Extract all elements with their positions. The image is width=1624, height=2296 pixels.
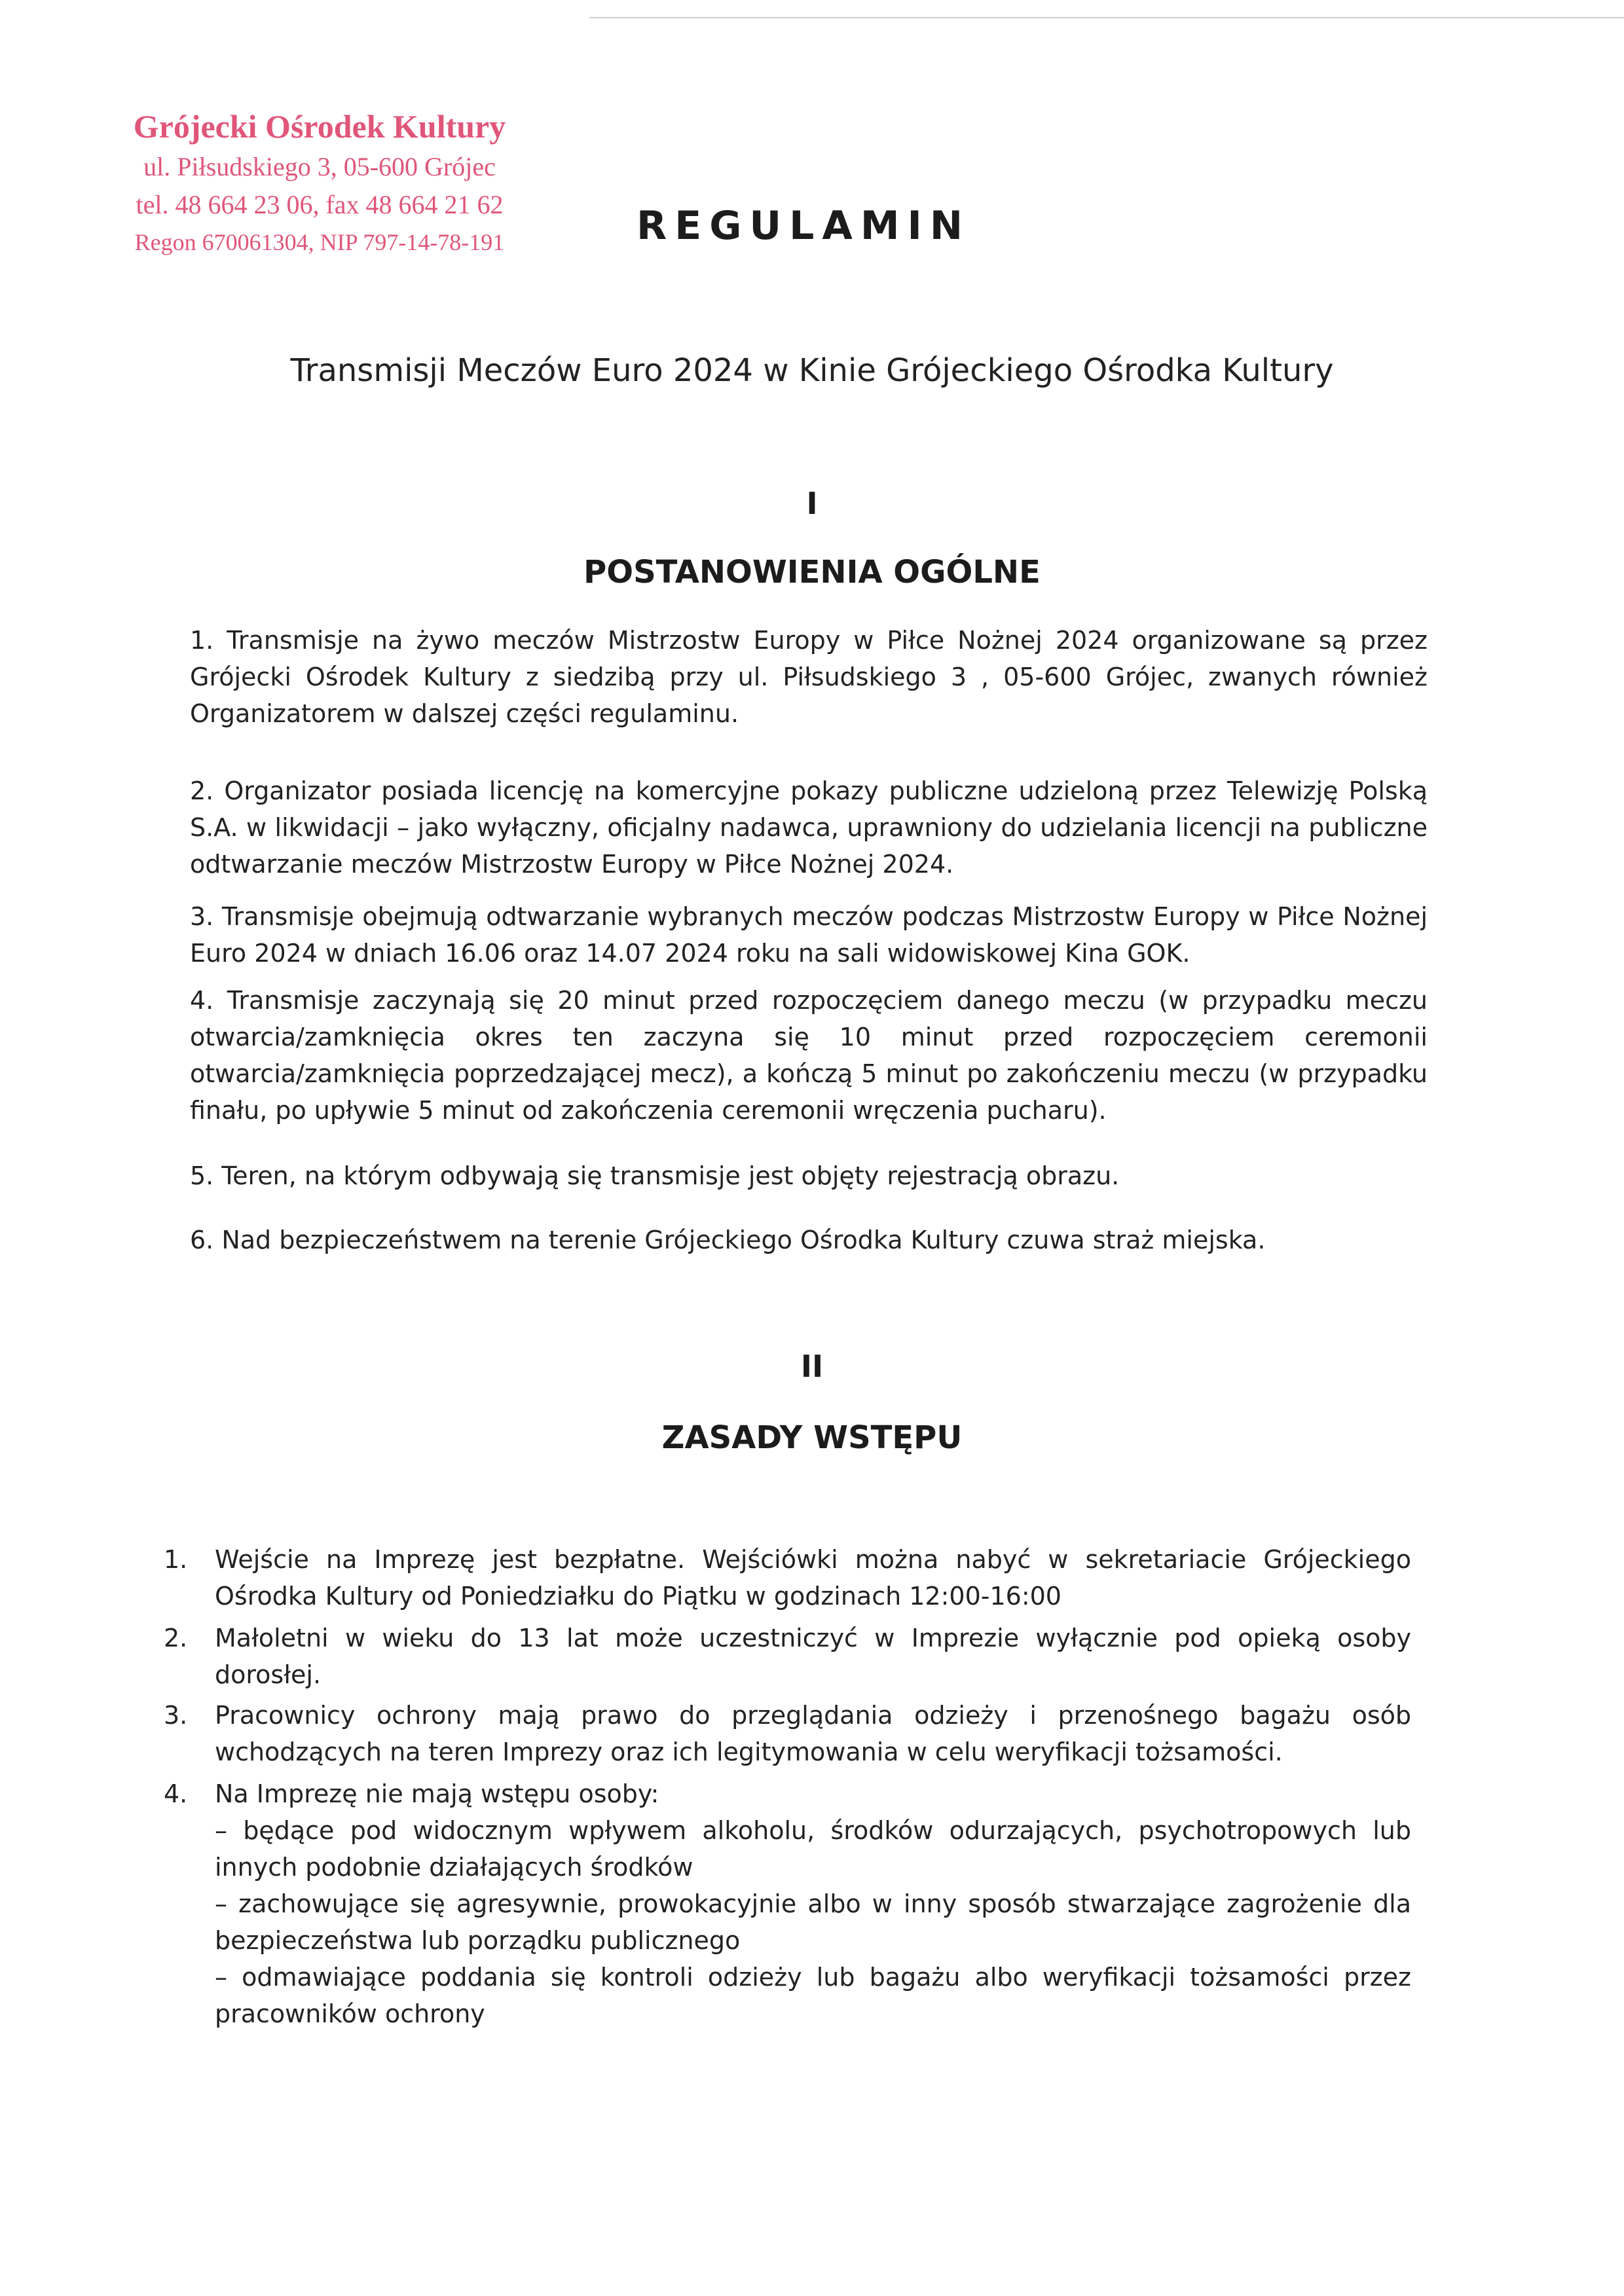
list-item-number: 1. bbox=[164, 1545, 188, 1574]
list-item-number: 3. bbox=[164, 1701, 188, 1730]
list-subitem: – będące pod widocznym wpływem alkoholu, środków odurzających, psychotropowych lub innych podobnie działających środków bbox=[215, 1816, 1411, 1882]
organization-stamp bbox=[97, 105, 542, 261]
document-subtitle: Transmisji Meczów Euro 2024 w Kinie Grójeckiego Ośrodka Kultury bbox=[290, 352, 1334, 389]
section-1-paragraph: 3. Transmisje obejmują odtwarzanie wybranych meczów podczas Mistrzostw Europy w Piłce Nożnej Euro 2024 w dniach 16.06 oraz 14.07 2024 roku na sali widowiskowej Kina GOK. bbox=[190, 902, 1428, 968]
list-item-text: Wejście na Imprezę jest bezpłatne. Wejściówki można nabyć w sekretariacie Grójeckiego Ośrodka Kultury od Poniedziałku do Piątku w godzinach 12:00-16:00 bbox=[215, 1545, 1411, 1611]
list-item-text: Pracownicy ochrony mają prawo do przeglądania odzieży i przenośnego bagażu osób wchodzących na teren Imprezy oraz ich legitymowania w celu weryfikacji tożsamości. bbox=[215, 1701, 1411, 1766]
list-subitem: – zachowujące się agresywnie, prowokacyjnie albo w inny sposób stwarzające zagrożenie dla bezpieczeństwa lub porządku publicznego bbox=[215, 1889, 1411, 1955]
section-1-paragraph: 6. Nad bezpieczeństwem na terenie Grójeckiego Ośrodka Kultury czuwa straż miejska. bbox=[190, 1226, 1266, 1254]
list-item bbox=[164, 1776, 1411, 2032]
list-item bbox=[164, 1620, 1411, 1693]
stamp-address: ul. Piłsudskiego 3, 05-600 Grójec bbox=[143, 152, 496, 181]
list-item-lead: Na Imprezę nie mają wstępu osoby: bbox=[215, 1779, 659, 1808]
section-1-heading: POSTANOWIENIA OGÓLNE bbox=[583, 554, 1041, 591]
list-subitem: – odmawiające poddania się kontroli odzieży lub bagażu albo weryfikacji tożsamości przez pracowników ochrony bbox=[215, 1963, 1411, 2028]
list-item-number: 2. bbox=[164, 1624, 188, 1652]
section-1-paragraph: 4. Transmisje zaczynają się 20 minut przed rozpoczęciem danego meczu (w przypadku meczu otwarcia/zamknięcia okres ten zaczyna się 10 minut przed rozpoczęciem ceremonii otwarcia/zamknięcia poprzedzającej mecz), a kończą 5 minut po zakończeniu meczu (w przypadku finału, po upływie 5 minut od zakończenia ceremonii wręczenia pucharu). bbox=[190, 986, 1428, 1125]
stamp-org-name: Grójecki Ośrodek Kultury bbox=[133, 108, 506, 145]
list-item-text: Małoletni w wieku do 13 lat może uczestniczyć w Imprezie wyłącznie pod opieką osoby dorosłej. bbox=[215, 1624, 1411, 1689]
stamp-ids: Regon 670061304, NIP 797-14-78-191 bbox=[134, 229, 505, 255]
section-1-paragraph: 5. Teren, na którym odbywają się transmisje jest objęty rejestracją obrazu. bbox=[190, 1161, 1120, 1190]
list-item bbox=[164, 1541, 1411, 1614]
list-item-text bbox=[215, 1776, 1411, 2032]
section-1-number: I bbox=[806, 486, 818, 521]
list-item bbox=[164, 1697, 1411, 1770]
scan-edge-line bbox=[589, 17, 1624, 18]
stamp-phone: tel. 48 664 23 06, fax 48 664 21 62 bbox=[136, 190, 504, 219]
list-item-number: 4. bbox=[164, 1779, 188, 1808]
document-title: REGULAMIN bbox=[637, 203, 971, 249]
section-1-paragraph: 2. Organizator posiada licencję na komercyjne pokazy publiczne udzieloną przez Telewizję Polską S.A. w likwidacji – jako wyłączny, oficjalny nadawca, uprawniony do udzielania licencji na publiczne odtwarzanie meczów Mistrzostw Europy w Piłce Nożnej 2024. bbox=[190, 776, 1428, 879]
section-2-heading: ZASADY WSTĘPU bbox=[661, 1419, 963, 1456]
section-2-number: II bbox=[800, 1349, 824, 1384]
section-1-paragraph: 1. Transmisje na żywo meczów Mistrzostw Europy w Piłce Nożnej 2024 organizowane są przez Grójecki Ośrodek Kultury z siedzibą przy ul. Piłsudskiego 3 , 05-600 Grójec, zwanych również Organizatorem w dalszej części regulaminu. bbox=[190, 626, 1428, 728]
